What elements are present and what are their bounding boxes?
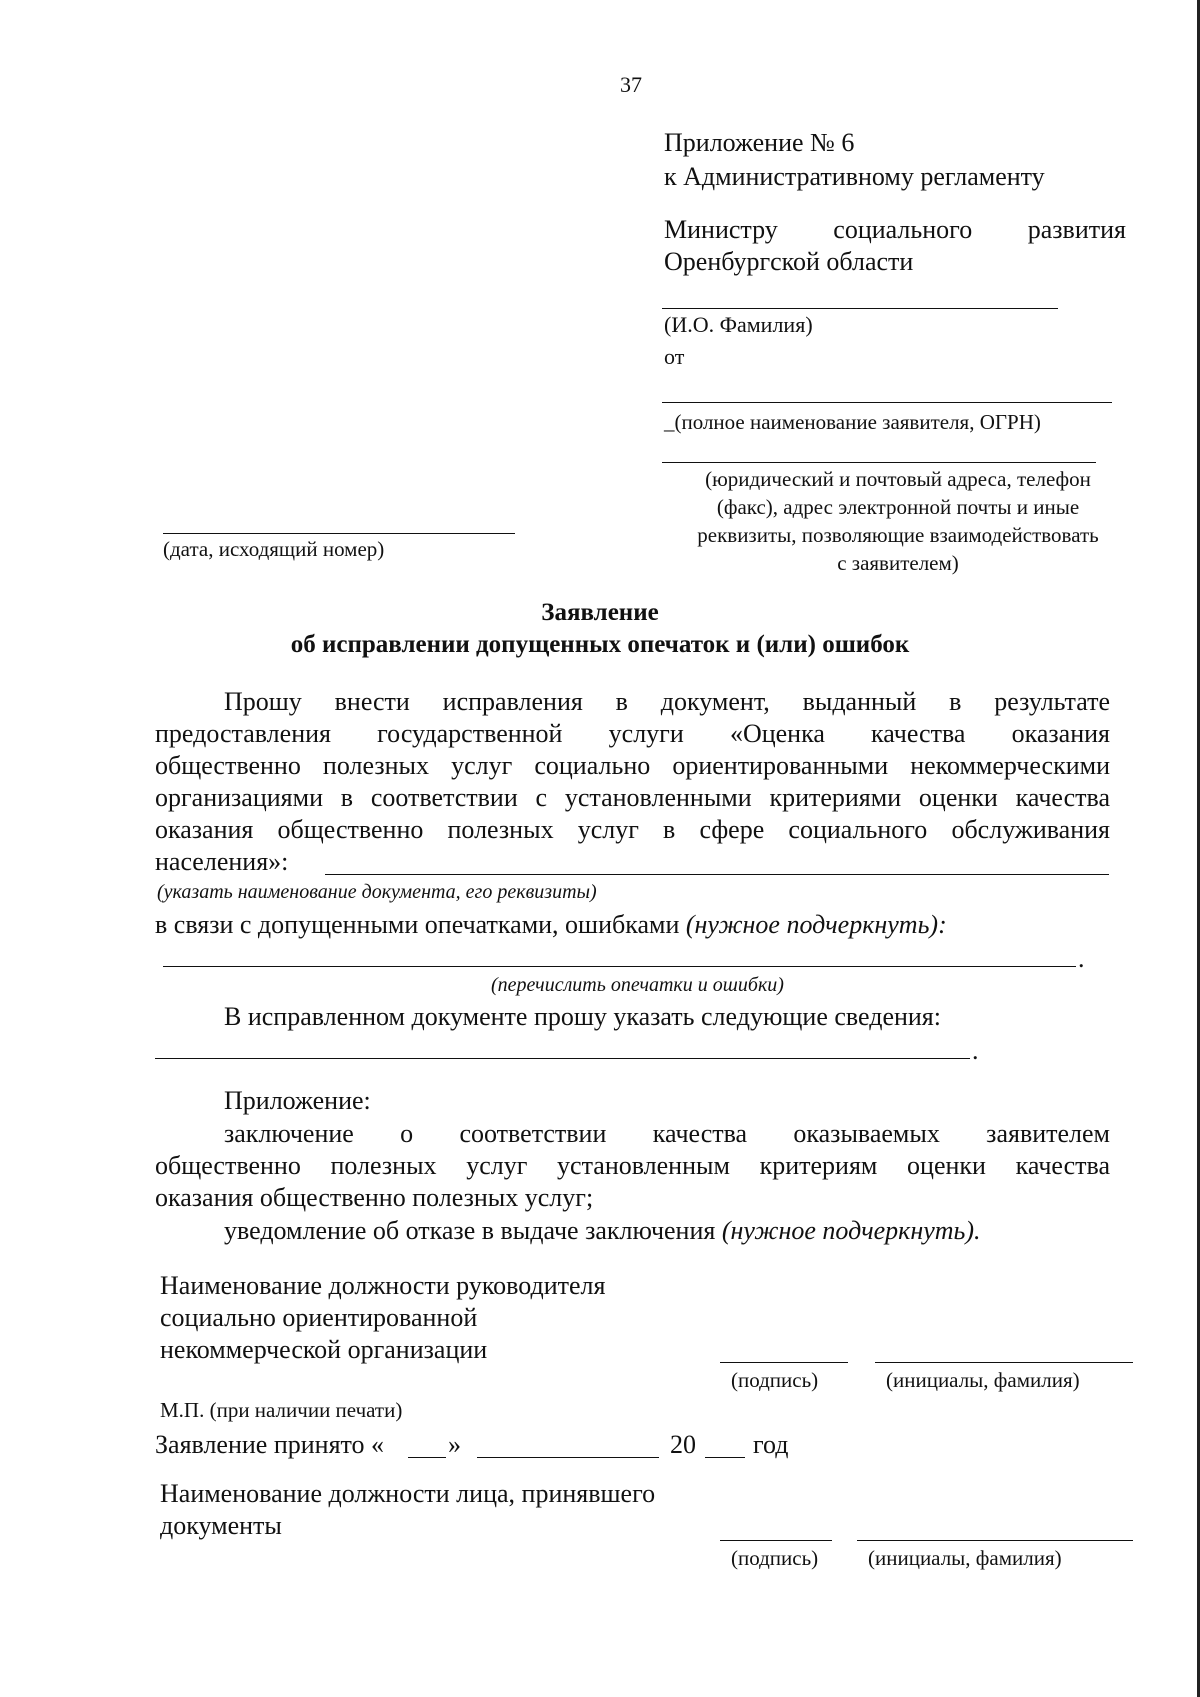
errors-line-dot: . <box>1078 944 1085 973</box>
date-line <box>163 533 515 534</box>
address-caption <box>660 465 1136 577</box>
accepted-year-word: год <box>753 1430 789 1459</box>
minister-line <box>664 215 1126 245</box>
receiver-position <box>160 1478 655 1542</box>
accepted-month-line <box>477 1457 659 1458</box>
head-position-line: социально ориентированной <box>160 1303 478 1332</box>
head-name-line <box>875 1362 1133 1363</box>
head-position-line: некоммерческой организации <box>160 1335 488 1364</box>
head-position-line: Наименование должности руководителя <box>160 1271 606 1300</box>
head-signature-line <box>720 1362 848 1363</box>
attachment-label: Приложение: <box>224 1086 371 1115</box>
errors-line <box>163 966 1076 967</box>
address-caption-line: (факс), адрес электронной почты и иные <box>716 495 1080 519</box>
receiver-name-line <box>857 1540 1133 1541</box>
minister-region: Оренбургской области <box>664 247 914 276</box>
corrected-intro: В исправленном документе прошу указать следующие сведения: <box>224 1002 941 1031</box>
regulation-ref: к Административному регламенту <box>664 162 1045 191</box>
receiver-position-line: документы <box>160 1511 282 1540</box>
head-position <box>160 1270 605 1366</box>
attachment-item2 <box>224 1216 981 1246</box>
minister-name-line <box>662 308 1058 309</box>
attachment-line: общественно полезных услуг установленным критериям оценки качества <box>155 1151 1110 1180</box>
attachment-item2-text: уведомление об отказе в выдаче заключения <box>224 1216 716 1245</box>
document-name-caption: (указать наименование документа, его реквизиты) <box>157 881 597 903</box>
attachment-item2-note: (нужное подчеркнуть). <box>721 1216 981 1245</box>
accepted-close-quote: » <box>448 1430 461 1459</box>
applicant-line <box>662 402 1112 403</box>
receiver-signature-caption: (подпись) <box>731 1546 819 1570</box>
body-line: Прошу внести исправления в документ, выданный в результате <box>224 687 1110 716</box>
appendix-number: Приложение № 6 <box>664 128 855 157</box>
address-caption-line: реквизиты, позволяющие взаимодействовать <box>697 523 1099 547</box>
minister-word: развития <box>1027 215 1126 244</box>
receiver-name-caption: (инициалы, фамилия) <box>868 1546 1062 1570</box>
body-line: населения»: <box>155 847 289 876</box>
corrected-line-dot: . <box>972 1036 979 1065</box>
attachment-line: заключение о соответствии качества оказываемых заявителем <box>224 1119 1110 1148</box>
receiver-signature-line <box>720 1540 832 1541</box>
body-line: оказания общественно полезных услуг в сфере социального обслуживания <box>155 815 1110 844</box>
page-number: 37 <box>620 72 642 97</box>
document-name-line <box>325 874 1109 875</box>
applicant-caption: _(полное наименование заявителя, ОГРН) <box>664 410 1041 434</box>
minister-name-caption: (И.О. Фамилия) <box>664 312 813 337</box>
errors-intro <box>155 910 947 940</box>
document-subtitle: об исправлении допущенных опечаток и (или) ошибок <box>290 631 910 658</box>
accepted-label: Заявление принято « <box>155 1430 385 1459</box>
body-line: общественно полезных услуг социально ориентированными некоммерческими <box>155 751 1110 780</box>
body-line: организациями в соответствии с установленными критериями оценки качества <box>155 783 1110 812</box>
accepted-year-line <box>705 1457 745 1458</box>
stamp-note: М.П. (при наличии печати) <box>160 1398 403 1422</box>
address-caption-line: с заявителем) <box>837 551 959 575</box>
corrected-line <box>155 1058 970 1059</box>
minister-word: социального <box>833 215 973 244</box>
errors-intro-text: в связи с допущенными опечатками, ошибками <box>155 910 680 939</box>
address-caption-line: (юридический и почтовый адреса, телефон <box>705 467 1091 491</box>
head-name-caption: (инициалы, фамилия) <box>886 1368 1080 1392</box>
date-caption: (дата, исходящий номер) <box>163 537 385 561</box>
receiver-position-line: Наименование должности лица, принявшего <box>160 1479 656 1508</box>
minister-word: Министру <box>664 215 778 244</box>
body-line: предоставления государственной услуги «Оценка качества оказания <box>155 719 1110 748</box>
accepted-year-prefix: 20 <box>670 1430 696 1459</box>
errors-intro-note: (нужное подчеркнуть): <box>685 910 947 939</box>
attachment-line: оказания общественно полезных услуг; <box>155 1183 594 1212</box>
address-line <box>662 462 1096 463</box>
from-label: от <box>664 344 685 369</box>
errors-caption: (перечислить опечатки и ошибки) <box>491 974 784 996</box>
document-title: Заявление <box>541 599 659 626</box>
accepted-day-line <box>408 1457 446 1458</box>
head-signature-caption: (подпись) <box>731 1368 819 1392</box>
